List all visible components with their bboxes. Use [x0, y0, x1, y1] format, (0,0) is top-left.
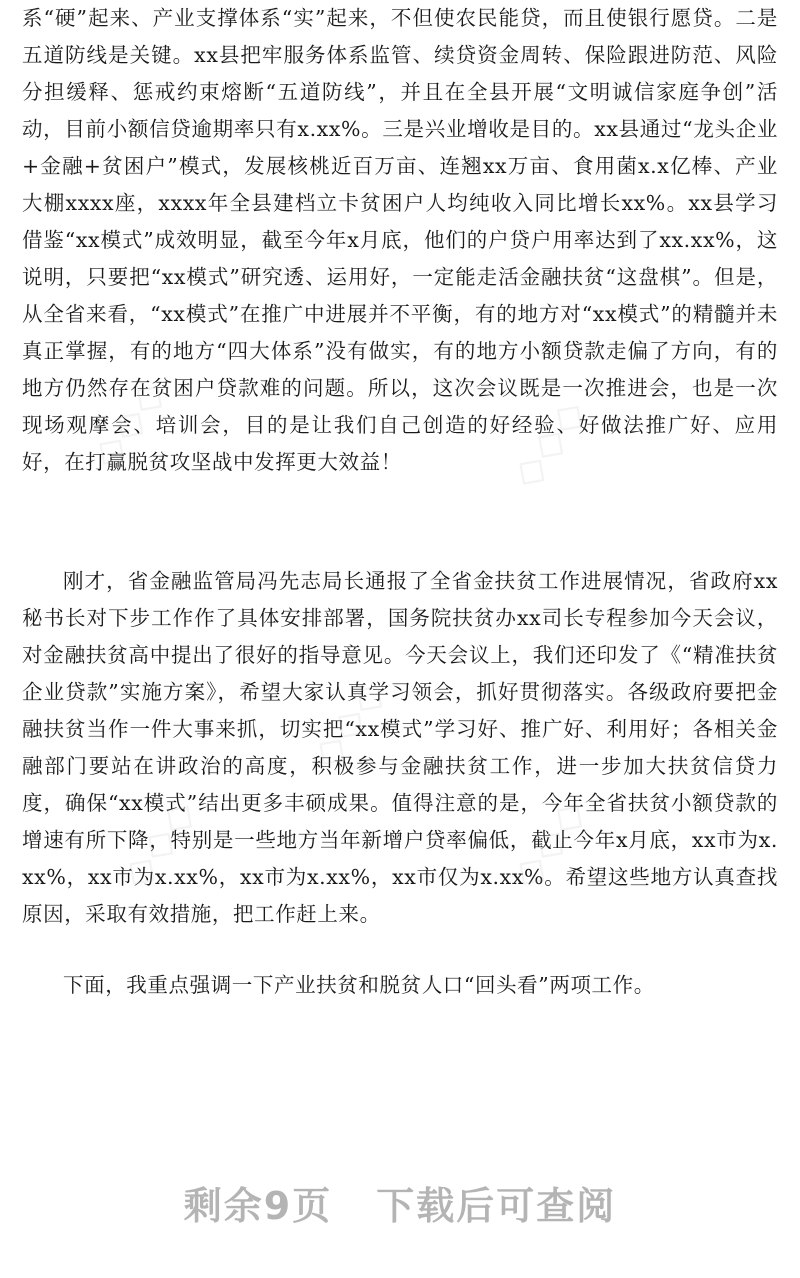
- watermark-mark: ◇◇◇: [82, 369, 177, 477]
- watermark-mark: ◇◇◇: [502, 389, 597, 497]
- download-hint-label: 下载后可查阅: [376, 1184, 617, 1228]
- paragraph-2: 刚才，省金融监管局冯先志局长通报了全省金扶贫工作进展情况，省政府xx秘书长对下步工作作了具体安排部署，国务院扶贫办xx司长专程参加今天会议，对金融扶贫高中提出了很好的指导意见。今天会议上，我们还印发了《“精准扶贫企业贷款”实施方案》，希望大家认真学习领会，抓好贯彻落实。各级政府要把金融扶贫当作一件大事来抓，切实把“xx模式”学习好、推广好、利用好；各相关金融部门要站在讲政治的高度，积极参与金融扶贫工作，进一步加大扶贫信贷力度，确保“xx模式”结出更多丰硕成果。值得注意的是，今年全省扶贫小额贷款的增速有所下降，特别是一些地方当年新增户贷率偏低，截止今年x月底，xx市为x.xx%，xx市为x.xx%，xx市为x.xx%，xx市仅为x.xx%。希望这些地方认真查找原因，采取有效措施，把工作赶上来。: [22, 569, 778, 926]
- remaining-pages-label: 剩余9页: [183, 1184, 333, 1228]
- watermark-mark: ◇◇◇: [502, 789, 597, 897]
- paragraph-1: 系“硬”起来、产业支撑体系“实”起来，不但使农民能贷，而且使银行愿贷。二是五道防线是关键。xx县把牢服务体系监管、续贷资金周转、保险跟进防范、风险分担缓释、惩戒约束熔断“五道防线”，并且在全县开展“文明诚信家庭争创”活动，目前小额信贷逾期率只有x.xx%。三是兴业增收是目的。xx县通过“龙头企业+金融+贫困户”模式，发展核桃近百万亩、连翘xx万亩、食用菌x.x亿棒、产业大棚xxxx座，xxxx年全县建档立卡贫困户人均纯收入同比增长xx%。xx县学习借鉴“xx模式”成效明显，截至今年x月底，他们的户贷户用率达到了xx.xx%，这说明，只要把“xx模式”研究透、运用好，一定能走活金融扶贫“这盘棋”。但是，从全省来看，“xx模式”在推广中进展并不平衡，有的地方对“xx模式”的精髓并未真正掌握，有的地方“四大体系”没有做实，有的地方小额贷款走偏了方向，有的地方仍然存在贫困户贷款难的问题。所以，这次会议既是一次推进会，也是一次现场观摩会、培训会，目的是让我们自己创造的好经验、好做法推广好、应用好，在打赢脱贫攻坚战中发挥更大效益！: [22, 6, 778, 474]
- watermark-mark: ◇◇◇: [112, 789, 207, 897]
- watermark-mark: ◇◇◇: [302, 669, 397, 777]
- download-banner[interactable]: [0, 1175, 800, 1230]
- paragraph-3: 下面，我重点强调一下产业扶贫和脱贫人口“回头看”两项工作。: [63, 973, 655, 997]
